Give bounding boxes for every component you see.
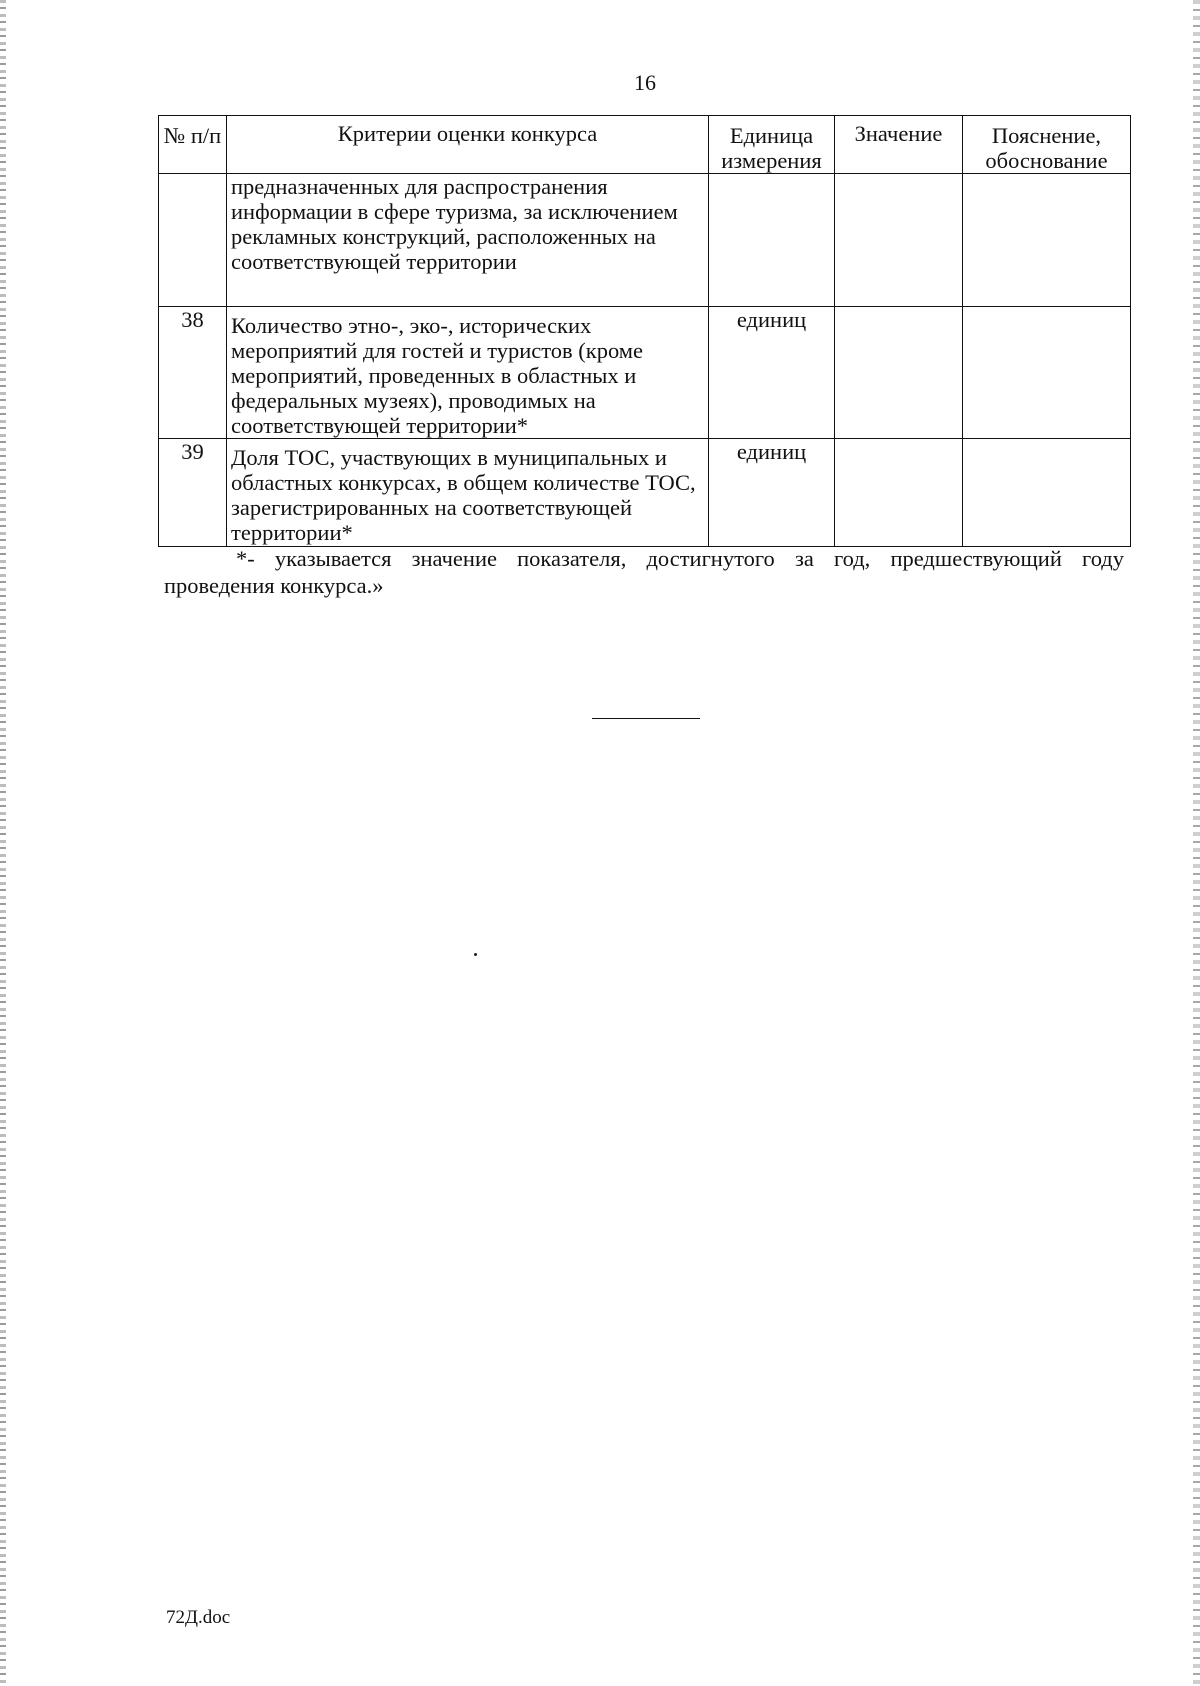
table-row	[159, 439, 1131, 547]
header-unit-label: Единица измерения	[721, 123, 822, 173]
header-value-label: Значение	[854, 121, 943, 146]
row-explanation	[963, 307, 1131, 439]
scan-speck	[474, 953, 477, 956]
header-criteria	[227, 116, 709, 174]
row-criterion: Доля ТОС, участвующих в муниципальных и областных конкурсах, в общем количестве ТОС, зарегистрированных на соответствующей территории*	[227, 439, 709, 547]
scan-edge-right	[1193, 0, 1200, 1686]
header-explanation	[963, 116, 1131, 174]
row-explanation	[963, 174, 1131, 307]
row-number: 38	[159, 307, 227, 439]
row-number: 39	[159, 439, 227, 547]
row-number	[159, 174, 227, 307]
row-unit	[709, 174, 835, 307]
criteria-table	[158, 115, 1131, 547]
row-value	[835, 174, 963, 307]
row-criterion: предназначенных для распространения информации в сфере туризма, за исключением рекламных конструкций, расположенных на соответствующей территории	[227, 174, 709, 307]
header-number-label: № п/п	[163, 123, 222, 148]
row-unit: единиц	[709, 307, 835, 439]
table-header-row	[159, 116, 1131, 174]
row-criterion: Количество этно-, эко-, исторических мероприятий для гостей и туристов (кроме мероприятий, проведенных в областных и федеральных музеях), проводимых на соответствующей территории*	[227, 307, 709, 439]
page-number: 16	[634, 70, 656, 95]
header-number	[159, 116, 227, 174]
row-value	[835, 307, 963, 439]
file-name: 72Д.doc	[166, 1607, 231, 1628]
scan-edge-left	[0, 0, 6, 1686]
table-row	[159, 307, 1131, 439]
header-criteria-label: Критерии оценки конкурса	[337, 121, 598, 146]
header-value	[835, 116, 963, 174]
table-row	[159, 174, 1131, 307]
row-unit: единиц	[709, 439, 835, 547]
end-separator-line	[592, 718, 700, 719]
header-explanation-label: Пояснение, обоснование	[985, 123, 1108, 173]
row-value	[835, 439, 963, 547]
row-explanation	[963, 439, 1131, 547]
footnote: *- указывается значение показателя, достигнутого за год, предшествующий году проведения конкурса.»	[164, 546, 1124, 598]
header-unit	[709, 116, 835, 174]
